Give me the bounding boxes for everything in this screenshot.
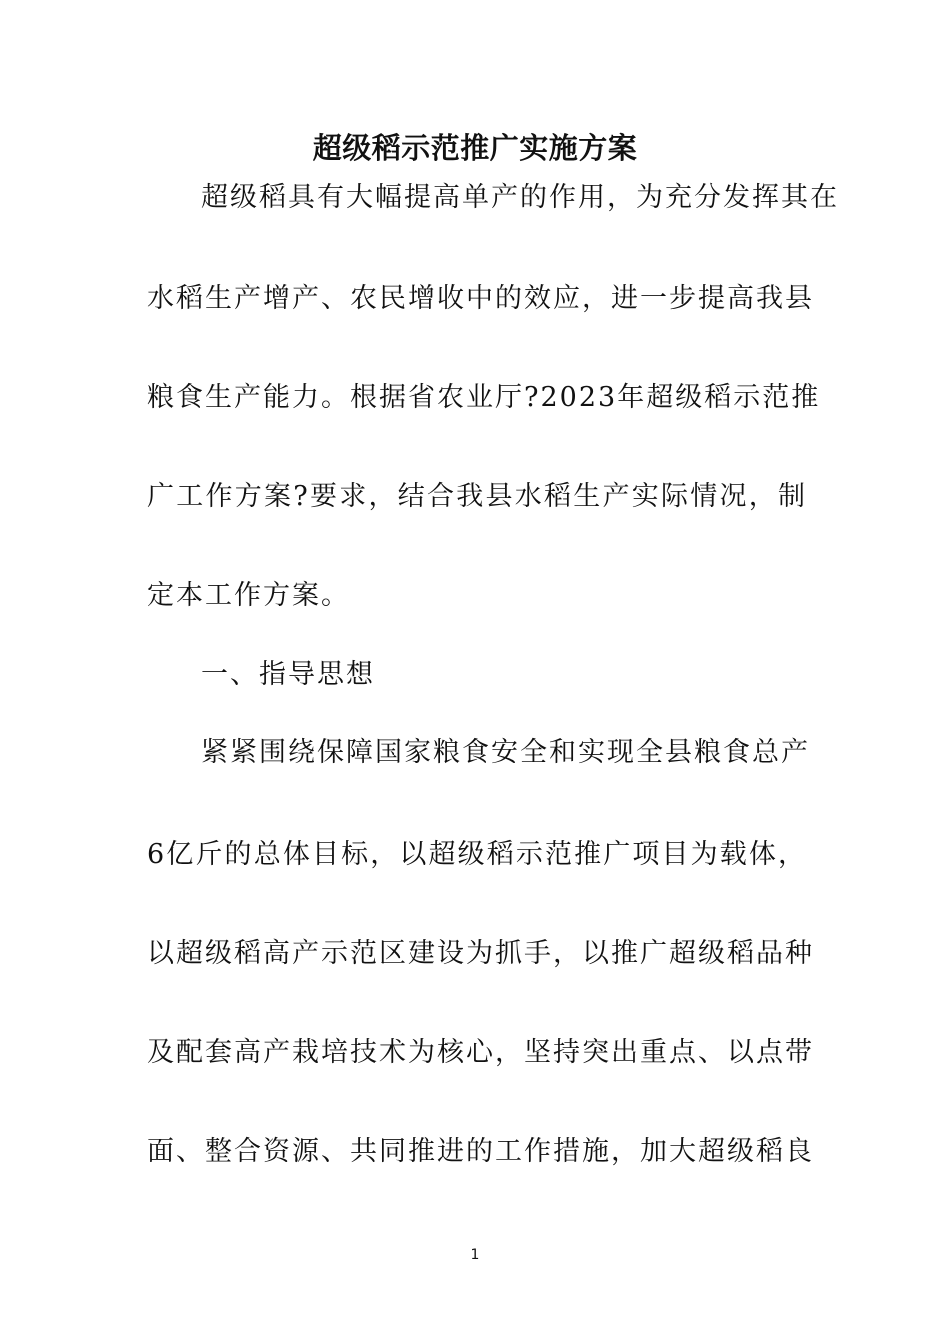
page-number: 1	[470, 1247, 480, 1263]
paragraph-line-2: 水稻生产增产、农民增收中的效应，进一步提高我县	[147, 283, 814, 314]
paragraph-line-8: 以超级稻高产示范区建设为抓手，以推广超级稻品种	[147, 938, 814, 969]
paragraph-line-1: 超级稻具有大幅提高单产的作用，为充分发挥其在	[201, 182, 839, 213]
paragraph-line-6: 紧紧围绕保障国家粮食安全和实现全县粮食总产	[201, 737, 810, 768]
document-title: 超级稻示范推广实施方案	[312, 131, 638, 165]
paragraph-line-10: 面、整合资源、共同推进的工作措施，加大超级稻良	[147, 1136, 814, 1167]
section-heading-1: 一、指导思想	[201, 659, 375, 690]
paragraph-line-9: 及配套高产栽培技术为核心，坚持突出重点、以点带	[147, 1037, 814, 1068]
paragraph-line-5: 定本工作方案。	[147, 580, 350, 611]
paragraph-line-4: 广工作方案?要求，结合我县水稻生产实际情况，制	[147, 481, 807, 512]
paragraph-line-3: 粮食生产能力。根据省农业厅?2023年超级稻示范推	[147, 382, 821, 413]
paragraph-line-7: 6亿斤的总体目标，以超级稻示范推广项目为载体，	[147, 839, 807, 870]
